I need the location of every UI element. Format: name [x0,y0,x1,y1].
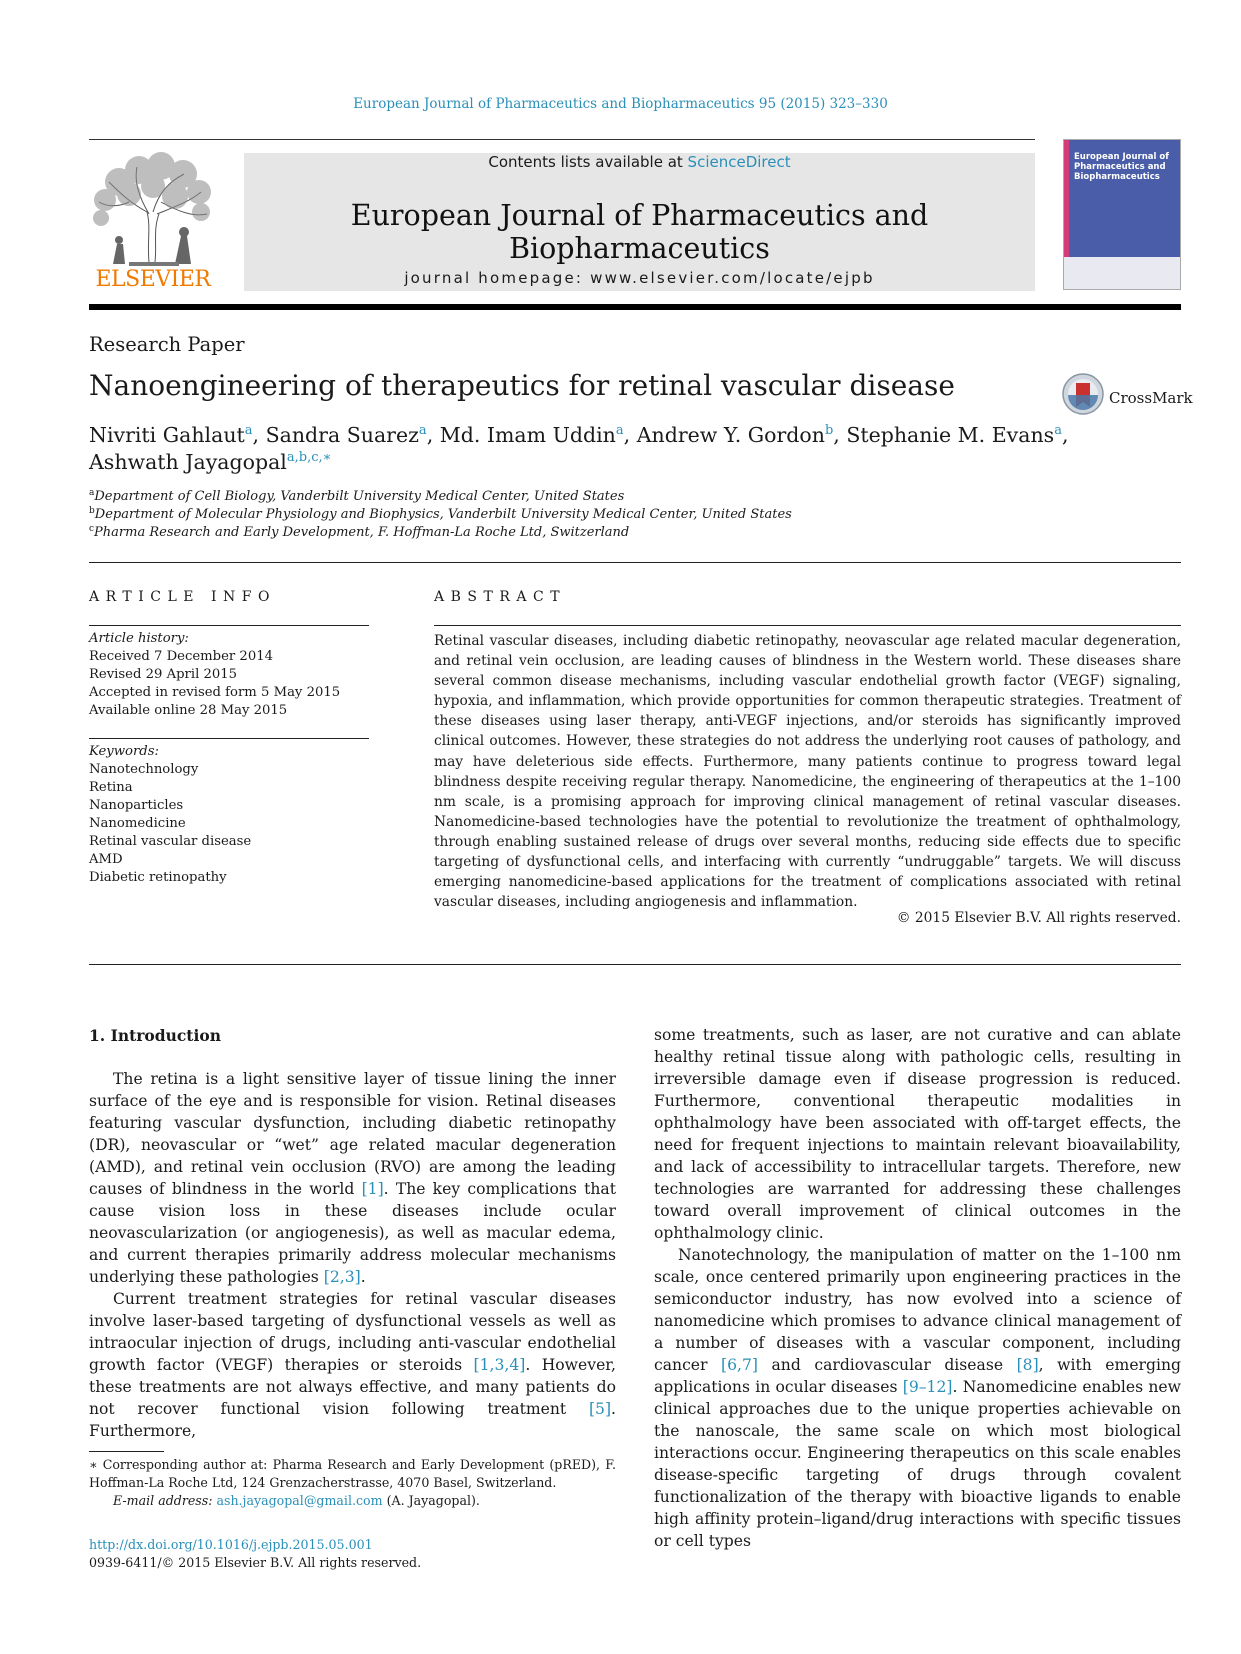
history-accepted: Accepted in revised form 5 May 2015 [89,685,341,700]
history-label: Article history: [89,631,189,646]
journal-homepage [244,269,1035,287]
email-suffix: (A. Jayagopal). [382,1493,480,1508]
citation-link[interactable]: [6,7] [721,1356,758,1374]
author-affiliation-mark[interactable]: a [244,423,253,438]
keyword-item: Nanotechnology [89,762,199,777]
article-title: Nanoengineering of therapeutics for retinal vascular disease [89,369,955,402]
title-block-rule [89,562,1181,563]
abstract-copyright: © 2015 Elsevier B.V. All rights reserved. [896,910,1181,926]
citation-link[interactable]: [5] [588,1400,612,1418]
keywords-label: Keywords: [89,744,159,759]
citation-link[interactable]: [1,3,4] [473,1356,526,1374]
paragraph-text: . However, these treatments are not always effective, and many patients do not recover functional vision following treatment [89,1356,616,1418]
body-column-right [654,1024,1181,1552]
history-revised: Revised 29 April 2015 [89,667,238,682]
author-name: Andrew Y. Gordon [636,423,825,447]
affiliation-c [89,525,629,540]
keyword-item: Diabetic retinopathy [89,870,227,885]
citation-link[interactable]: [1] [361,1180,384,1198]
author-separator: , [426,423,440,447]
abstract-bottom-rule [89,964,1181,965]
cover-footer-band [1064,257,1180,289]
author-list [89,422,1089,476]
affiliation-key: b [89,506,95,516]
issn-line: 0939-6411/© 2015 Elsevier B.V. All rights reserved. [89,1555,422,1570]
keyword-item: Nanomedicine [89,816,186,831]
author-affiliation-mark[interactable]: a,b,c,∗ [286,450,332,465]
introduction-heading: 1. Introduction [89,1026,221,1045]
author-affiliation-mark[interactable]: a [615,423,624,438]
affiliation-key: c [89,524,95,534]
author-name: Stephanie M. Evans [846,423,1055,447]
email-footnote [113,1492,613,1510]
body-paragraph [89,1288,616,1442]
paragraph-text: , with emerging applications in ocular diseases [654,1356,1181,1396]
paragraph-text: Nanotechnology, the manipulation of matter on the 1–100 nm scale, once centered primarily upon engineering practices in the semiconductor industry, has now evolved into a science of nanomedicine which promises to advance clinical management of a number of diseases with a vascular component, including cancer [654,1246,1181,1374]
paragraph-text: . The key complications that cause vision loss in these diseases include ocular neovascularization (or angiogenesis), as well as macular edema, and current therapies primarily address molecular mechanisms underlying these pathologies [89,1180,616,1286]
email-link[interactable]: ash.jayagopal@gmail.com [216,1493,383,1508]
elsevier-wordmark: ELSEVIER [95,267,211,292]
affiliation-b [89,507,792,522]
keyword-item: AMD [89,852,123,867]
paragraph-text: Current treatment strategies for retinal vascular diseases involve laser-based targeting of dysfunctional vessels as well as intraocular injection of drugs, including anti-vascular endothelial growth factor (VEGF) therapies or steroids [89,1290,616,1374]
keywords-block [89,743,369,887]
sciencedirect-link[interactable]: ScienceDirect [687,153,791,171]
paragraph-text: . [360,1268,366,1286]
author-separator: , [1061,423,1069,447]
article-info-rule [89,625,369,626]
citation-link[interactable]: [9–12] [902,1378,953,1396]
keywords-list [89,761,369,887]
abstract-rule [434,625,1181,626]
article-info-heading: ARTICLE INFO [89,589,276,605]
author-name: Nivriti Gahlaut [89,423,245,447]
paragraph-text: and cardiovascular disease [757,1356,1017,1374]
affiliation-text: Department of Cell Biology, Vanderbilt University Medical Center, United States [94,489,625,504]
keyword-item: Retinal vascular disease [89,834,252,849]
homepage-prefix: journal homepage: [404,269,591,287]
paragraph-text: . Furthermore, [89,1400,616,1440]
running-head[interactable]: European Journal of Pharmaceutics and Biopharmaceutics 95 (2015) 323–330 [353,96,888,112]
crossmark-label[interactable]: CrossMark [1109,389,1193,407]
author-name: Sandra Suarez [265,423,419,447]
author-separator: , [833,423,847,447]
author-affiliation-mark[interactable]: a [418,423,427,438]
author-name: Ashwath Jayagopal [89,450,287,474]
author-affiliation-mark[interactable]: a [1054,423,1062,438]
contents-prefix: Contents lists available at [488,153,688,171]
citation-link[interactable]: [8] [1016,1356,1039,1374]
author-affiliation-mark[interactable]: b [824,423,834,438]
journal-cover-image [1063,139,1181,290]
article-history [89,630,369,720]
homepage-url[interactable]: www.elsevier.com/locate/ejpb [590,269,875,287]
doi-link[interactable]: http://dx.doi.org/10.1016/j.ejpb.2015.05.001 [89,1537,373,1552]
masthead-thick-rule [89,304,1181,310]
journal-title: European Journal of Pharmaceutics and Biopharmaceutics [350,199,929,265]
body-column-left [89,1068,616,1442]
abstract-text: Retinal vascular diseases, including diabetic retinopathy, neovascular age related macular degeneration, and retinal vein occlusion, are leading causes of blindness in the Western world. These diseases share several common disease mechanisms, including vascular endothelial growth factor (VEGF) signaling, hypoxia, and inflammation, which provide opportunities for common therapeutic strategies. Treatment of these diseases using laser therapy, anti-VEGF injections, and/or steroids has significantly improved clinical outcomes. However, these strategies do not address the underlying root causes of pathology, and may have deleterious side effects. Furthermore, many patients continue to progress toward legal blindness despite receiving regular therapy. Nanomedicine, the engineering of therapeutics at the 1–100 nm scale, is a promising approach for improving clinical management of retinal vascular diseases. Nanomedicine-based technologies have the potential to revolutionize the treatment of ophthalmology, through enabling sustained release of drugs over several months, reducing side effects due to specific targeting of dysfunctional cells, and interfacing with currently “undruggable” targets. We will discuss emerging nanomedicine-based applications for the treatment of complications associated with retinal vascular diseases, including angiogenesis and inflammation. [434,633,1181,911]
keyword-item: Retina [89,780,133,795]
citation-link[interactable]: [2,3] [323,1268,361,1286]
keywords-rule [89,738,369,739]
cover-title: European Journal of Pharmaceutics and Biopharmaceutics [1074,152,1169,182]
paragraph-text: . Nanomedicine enables new clinical approaches due to the unique properties achievable on the nanoscale, the same scale on which most biological interactions occur. Engineering therapeutics on this scale enables disease-specific targeting of drugs through covalent functionalization of the therapy with bioactive ligands to enable high affinity protein–ligand/drug interactions with specific tissues or cell types [654,1378,1181,1550]
body-paragraph [89,1068,616,1288]
history-received: Received 7 December 2014 [89,649,273,664]
email-label: E-mail address: [113,1493,217,1508]
footnote-rule [89,1451,164,1452]
body-paragraph [654,1024,1181,1244]
author-name: Md. Imam Uddin [439,423,616,447]
history-online: Available online 28 May 2015 [89,703,288,718]
keyword-item: Nanoparticles [89,798,184,813]
affiliation-a [89,489,624,504]
crossmark-icon[interactable] [1062,373,1104,415]
affiliation-text: Pharma Research and Early Development, F. Hoffman-La Roche Ltd, Switzerland [94,525,630,540]
top-rule [89,139,1035,140]
journal-masthead [244,153,1035,291]
paragraph-text: some treatments, such as laser, are not curative and can ablate healthy retinal tissue along with pathologic cells, resulting in irreversible damage even if disease progression is reduced. Furthermore, conventional therapeutic modalities in ophthalmology have been associated with off-target effects, the need for frequent injections to maintain relevant bioavailability, and lack of accessibility to intracellular targets. Therefore, new technologies are warranted for addressing these challenges toward overall improvement of clinical outcomes in the ophthalmology clinic. [654,1026,1181,1242]
author-separator: , [623,423,637,447]
affiliation-key: a [89,488,95,498]
abstract-heading: ABSTRACT [434,589,567,605]
article-type: Research Paper [89,333,245,356]
contents-line [244,153,1035,171]
corresponding-author-footnote: ∗ Corresponding author at: Pharma Research and Early Development (pRED), F. Hoffman-La Roche Ltd, 124 Grenzacherstrasse, 4070 Basel, Switzerland. [89,1457,616,1490]
author-separator: , [252,423,266,447]
affiliation-text: Department of Molecular Physiology and Biophysics, Vanderbilt University Medical Center, United States [94,507,792,522]
paragraph-text: The retina is a light sensitive layer of tissue lining the inner surface of the eye and is responsible for vision. Retinal diseases featuring vascular dysfunction, including diabetic retinopathy (DR), neovascular or “wet” age related macular degeneration (AMD), and retinal vein occlusion (RVO) are among the leading causes of blindness in the world [89,1070,616,1198]
body-paragraph [654,1244,1181,1552]
